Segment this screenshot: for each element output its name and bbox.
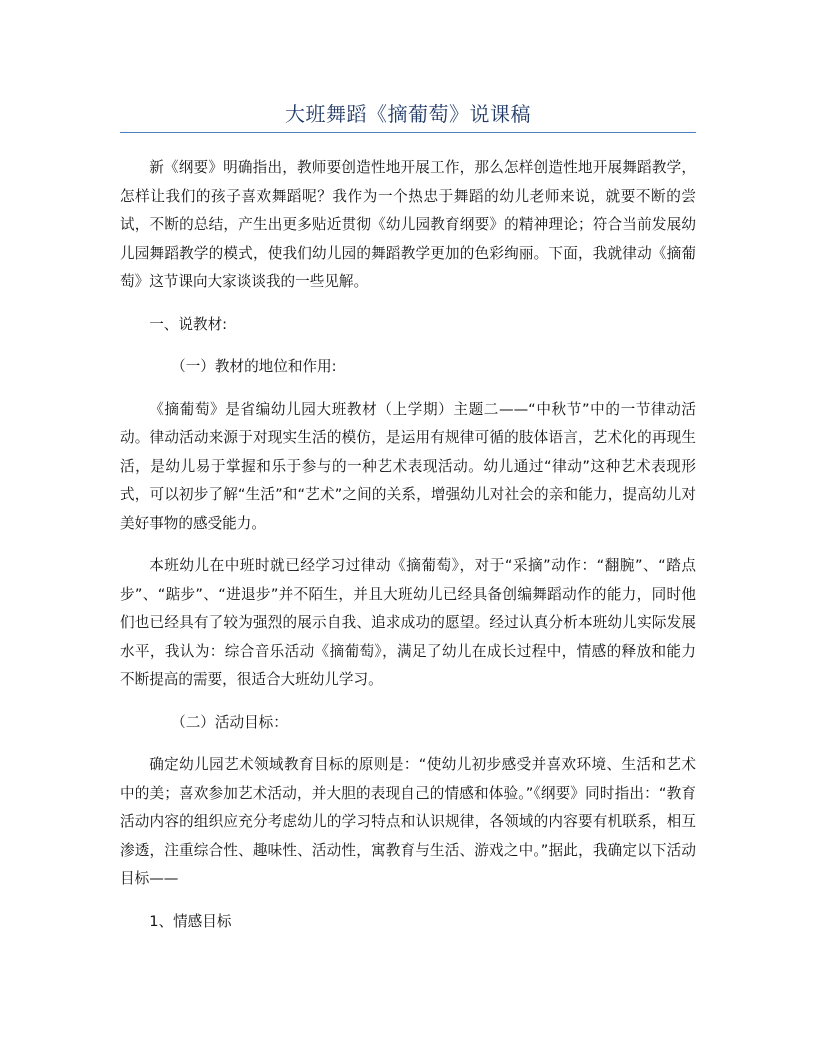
subsection-heading-goals: （二）活动目标： <box>171 713 288 731</box>
document-title: 大班舞蹈《摘葡萄》说课稿 <box>285 102 531 126</box>
material-paragraph: 《摘葡萄》是省编幼儿园大班教材（上学期）主题二——“中秋节”中的一节律动活动。律动活动来源于对现实生活的模仿，是运用有规律可循的肢体语言，艺术化的再现生活，是幼儿易于掌握和乐于参与的一种艺术表现活动。幼儿通过“律动”这种艺术表现形式，可以初步了解“生活”和“艺术”之间的关系，增强幼儿对社会的亲和能力，提高幼儿对美好事物的感受能力。 <box>120 400 696 532</box>
emotion-goal-heading: 1、情感目标 <box>149 912 232 930</box>
subsection-heading-status-role: （一）教材的地位和作用: <box>171 358 337 375</box>
title-underline <box>120 132 696 133</box>
class-analysis-paragraph: 本班幼儿在中班时就已经学习过律动《摘葡萄》，对于“采摘”动作：“翻腕”、“踏点步”、“踮步”、“进退步”并不陌生，并且大班幼儿已经具备创编舞蹈动作的能力，同时他们也已经具有了较为强烈的展示自我、追求成功的愿望。经过认真分析本班幼儿实际发展水平，我认为：综合音乐活动《摘葡萄》，满足了幼儿在成长过程中，情感的释放和能力不断提高的需要，很适合大班幼儿学习。 <box>120 557 696 688</box>
section-heading-teaching-material: 一、说教材: <box>149 315 228 333</box>
goals-paragraph: 确定幼儿园艺术领域教育目标的原则是：“使幼儿初步感受并喜欢环境、生活和艺术中的美；喜欢参加艺术活动，并大胆的表现自己的情感和体验。”《纲要》同时指出：“教育活动内容的组织应充分考虑幼儿的学习特点和认识规律，各领域的内容要有机联系，相互渗透，注重综合性、趣味性、活动性，寓教育与生活、游戏之中。”据此，我确定以下活动目标—— <box>120 756 696 887</box>
document-body <box>120 154 696 950</box>
intro-paragraph: 新《纲要》明确指出，教师要创造性地开展工作，那么怎样创造性地开展舞蹈教学，怎样让我们的孩子喜欢舞蹈呢？我作为一个热忠于舞蹈的幼儿老师来说，就要不断的尝试，不断的总结，产生出更多贴近贯彻《幼儿园教育纲要》的精神理论；符合当前发展幼儿园舞蹈教学的模式，使我们幼儿园的舞蹈教学更加的色彩绚丽。下面，我就律动《摘葡萄》这节课向大家谈谈我的一些见解。 <box>120 159 696 290</box>
